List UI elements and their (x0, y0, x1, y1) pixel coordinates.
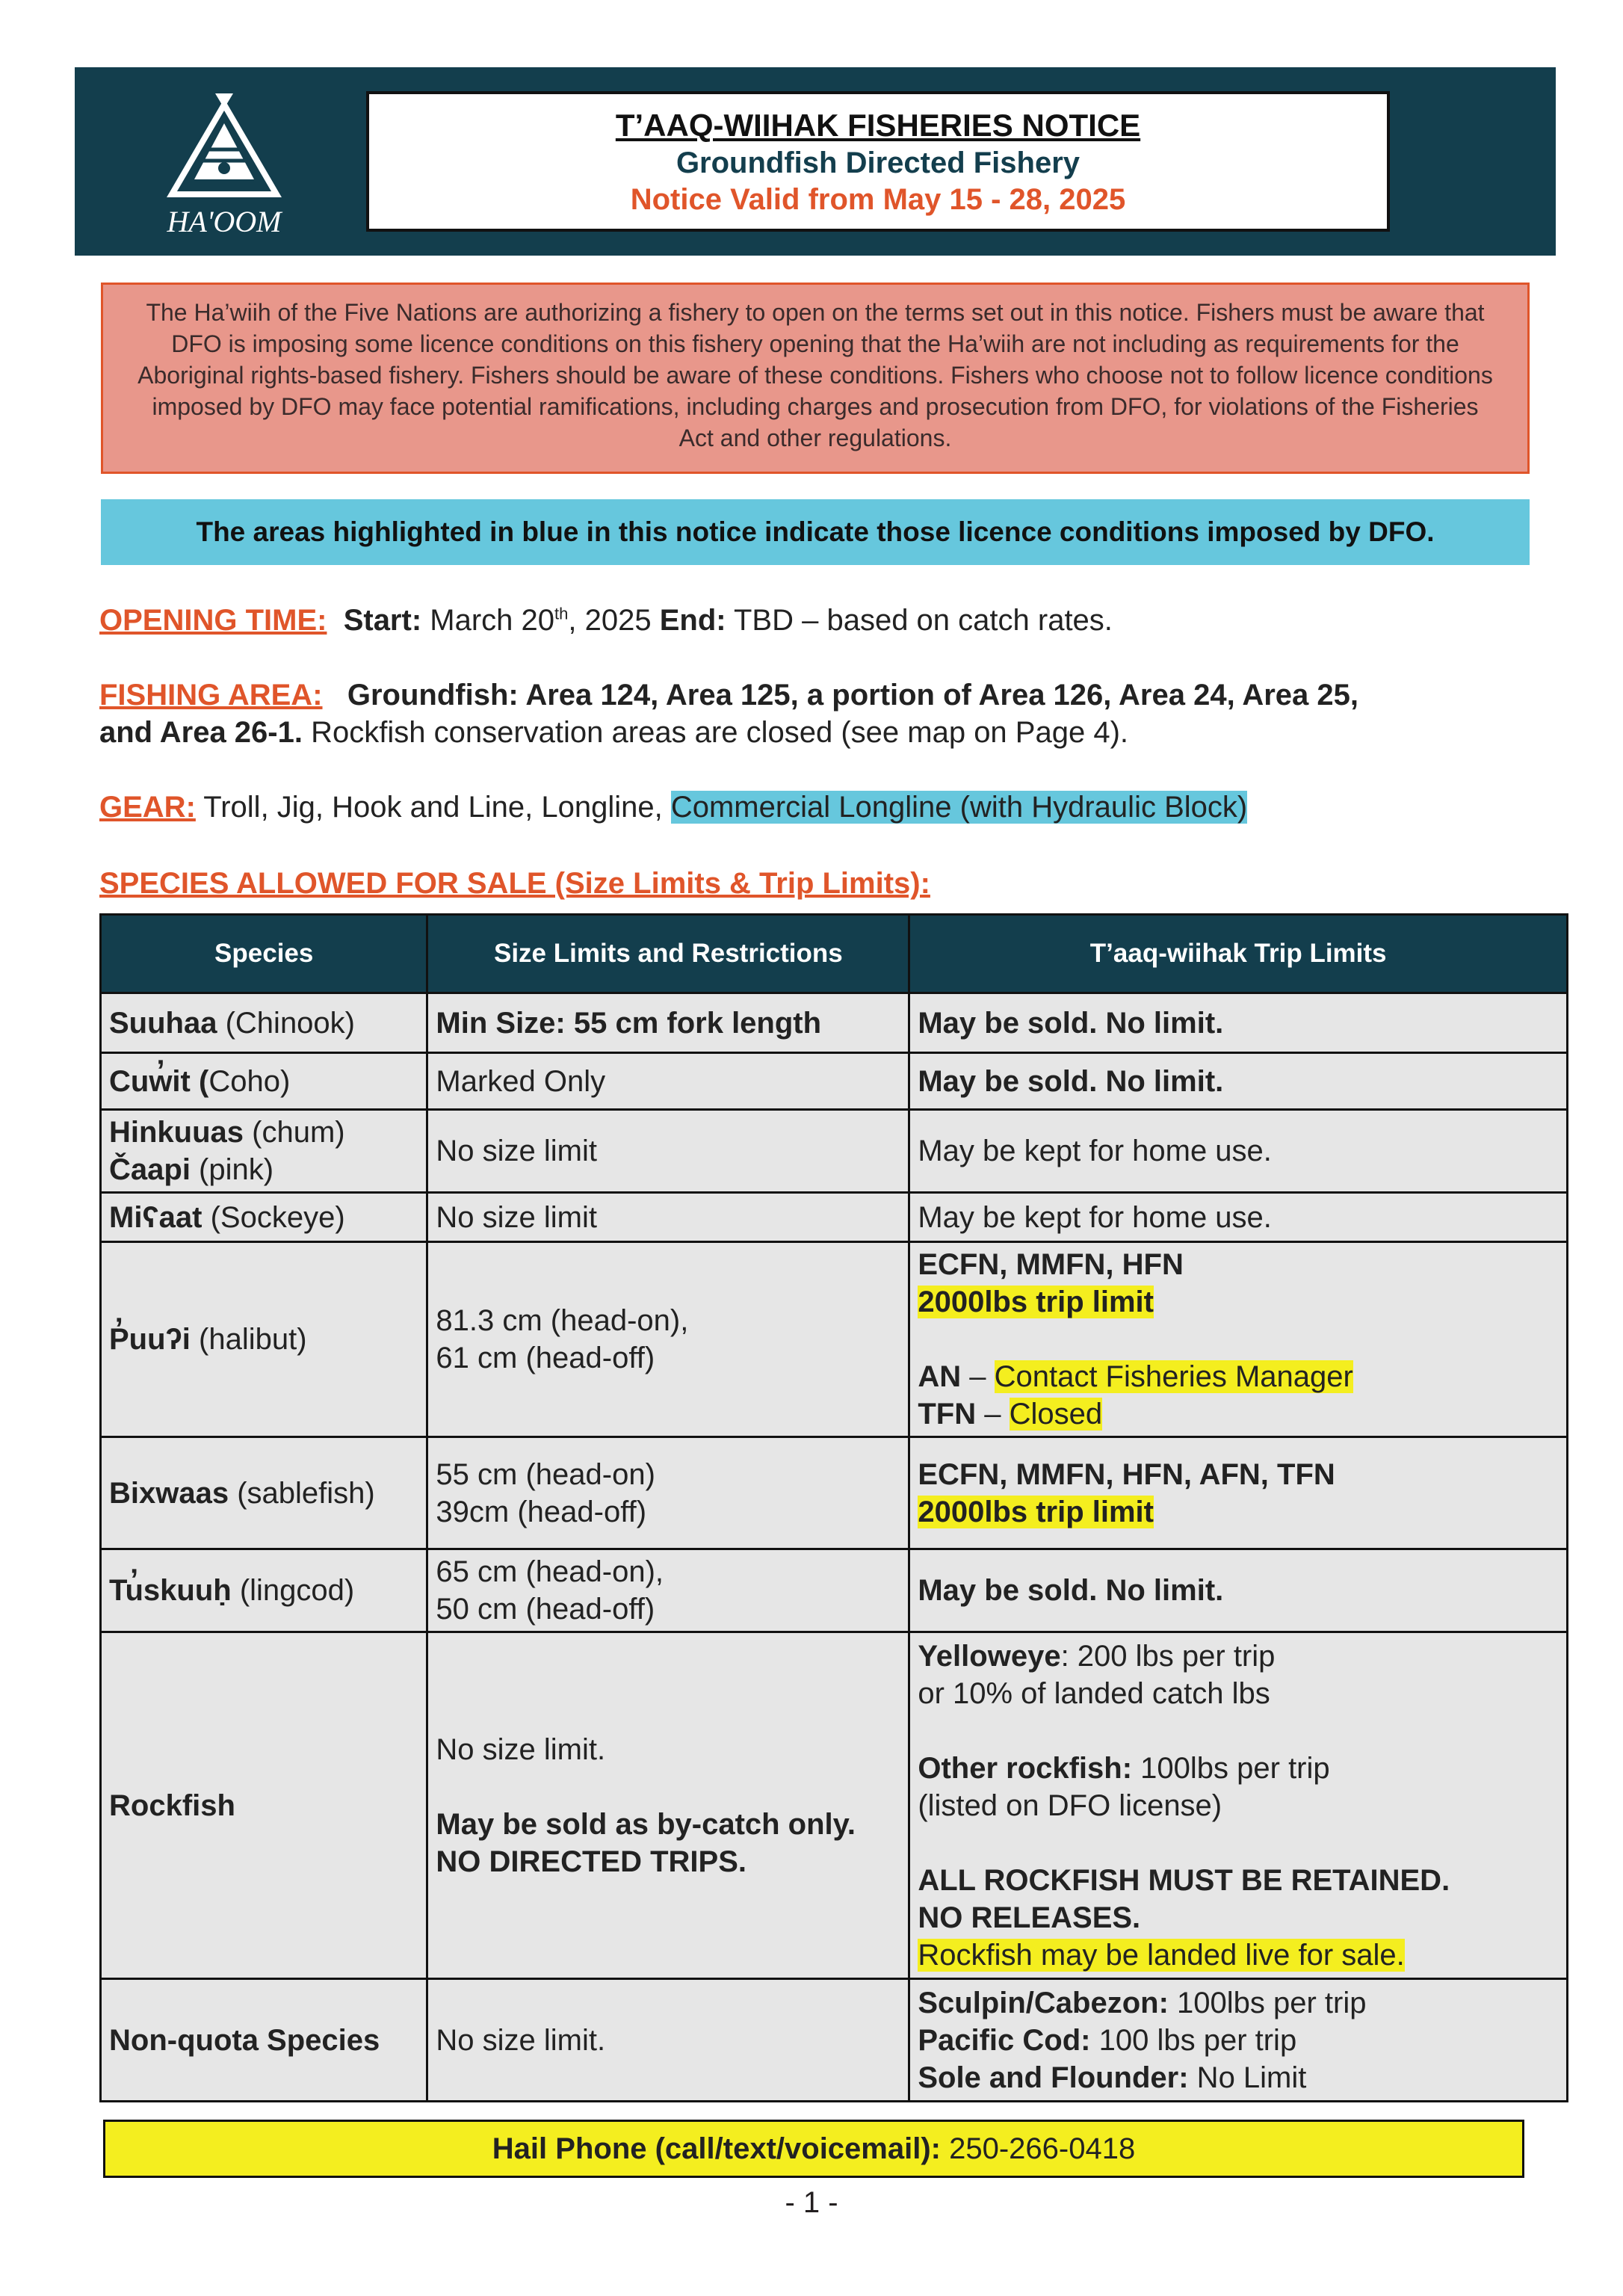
end-value: TBD – based on catch rates. (733, 604, 1113, 637)
fishing-area-areas: Groundfish: Area 124, Area 125, a portion of Area 126, Area 24, Area 25, (347, 679, 1358, 712)
notice-header (75, 67, 1556, 256)
dfo-blue-note: The areas highlighted in blue in this notice indicate those licence conditions imposed by DFO. (101, 499, 1530, 565)
logo-text: HA'OOM (167, 205, 282, 238)
gear-line (99, 791, 1247, 824)
hail-phone-number[interactable]: 250-266-0418 (940, 2132, 1136, 2165)
table-row: Hinkuuas (chum) Čaapi (pink) No size limit May be kept for home use. (101, 1110, 1568, 1193)
header-species: Species (101, 915, 427, 993)
start-label: Start: (343, 604, 422, 637)
fishing-area-line2-rest: Rockfish conservation areas are closed (see map on Page 4). (302, 716, 1129, 749)
gear-text: Troll, Jig, Hook and Line, Longline, (195, 791, 671, 824)
opening-time-label: OPENING TIME: (99, 604, 327, 637)
hail-phone-box (103, 2120, 1524, 2178)
species-heading: SPECIES ALLOWED FOR SALE (Size Limits & Trip Limits): (99, 867, 930, 900)
table-row: P̓uuʔi (halibut) 81.3 cm (head-on), 61 cm (head-off) ECFN, MMFN, HFN 2000lbs trip limit AN – Contact Fisheries Manager TFN – Closed (101, 1242, 1568, 1437)
notice-title: T’AAQ-WIIHAK FISHERIES NOTICE (615, 108, 1141, 143)
fishing-area-line1 (99, 679, 1358, 712)
start-value: March 20 (430, 604, 555, 637)
hail-phone-label: Hail Phone (call/text/voicemail): (492, 2132, 941, 2165)
notice-validity: Notice Valid from May 15 - 28, 2025 (630, 183, 1126, 216)
start-sup: th (554, 604, 569, 623)
table-row: Bixwaas (sablefish) 55 cm (head-on) 39cm (head-off) ECFN, MMFN, HFN, AFN, TFN 2000lbs trip limit (101, 1437, 1568, 1549)
header-trip: T’aaq-wiihak Trip Limits (909, 915, 1568, 993)
table-row: Non-quota Species No size limit. Sculpin/Cabezon: 100lbs per trip Pacific Cod: 100 lbs per trip Sole and Flounder: No Limit (101, 1979, 1568, 2102)
gear-dfo-text: Commercial Longline (with Hydraulic Block) (670, 791, 1248, 824)
gear-label: GEAR: (99, 791, 196, 824)
header-size: Size Limits and Restrictions (427, 915, 909, 993)
fishing-area-line2-bold: and Area 26-1. (99, 716, 303, 749)
fishing-area-line2 (99, 716, 1128, 750)
table-row: Miʕaat (Sockeye) No size limit May be kept for home use. (101, 1193, 1568, 1242)
fishing-area-label: FISHING AREA: (99, 679, 323, 712)
start-year: , 2025 (568, 604, 652, 637)
notice-subtitle: Groundfish Directed Fishery (676, 146, 1081, 179)
table-row: Rockfish No size limit. May be sold as by-catch only. NO DIRECTED TRIPS. Yelloweye: 200 lbs per trip or 10% of landed catch lbs Other rockfish: 100lbs per trip (listed on DFO license) ALL ROCKFISH MUST BE RETAINED. NO RELEASES. Rockfish may be landed live for sale. (101, 1632, 1568, 1979)
species-table (99, 913, 1568, 2102)
opening-time-line (99, 604, 1113, 638)
table-row: Suuhaa (Chinook) Min Size: 55 cm fork length May be sold. No limit. (101, 993, 1568, 1053)
page-number: - 1 - (785, 2186, 838, 2219)
title-box (366, 91, 1390, 232)
table-row: Cuw̓it (Coho) Marked Only May be sold. No limit. (101, 1053, 1568, 1110)
table-header-row (101, 915, 1568, 993)
table-row: Tu̓skuuḥ (lingcod) 65 cm (head-on), 50 cm (head-off) May be sold. No limit. (101, 1549, 1568, 1632)
haoom-logo-icon (149, 82, 299, 254)
ha-wiih-warning: The Ha’wiih of the Five Nations are authorizing a fishery to open on the terms set out in this notice. Fishers must be aware that DFO is imposing some licence conditions on this fishery opening that the Ha’wiih are not including as requirements for the Aboriginal rights-based fishery. Fishers should be aware of these conditions. Fishers who choose not to follow licence conditions imposed by DFO may face potential ramifications, including charges and prosecution from DFO, for violations of the Fisheries Act and other regulations. (101, 283, 1530, 474)
end-label: End: (659, 604, 726, 637)
